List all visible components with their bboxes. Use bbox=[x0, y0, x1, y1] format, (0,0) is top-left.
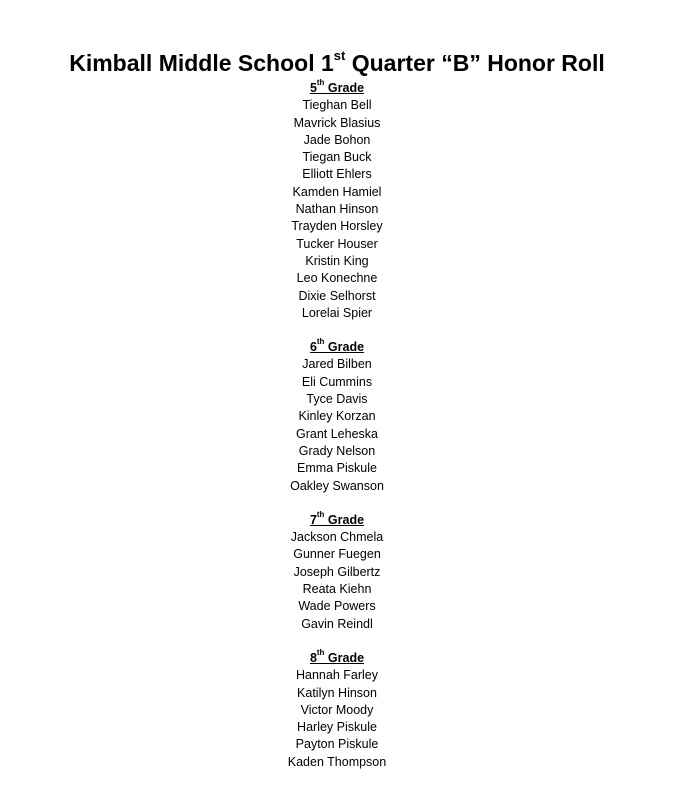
grade-number: 5 bbox=[309, 81, 317, 95]
student-name: Lorelai Spier bbox=[301, 305, 373, 320]
student-name: Kaden Thompson bbox=[287, 754, 387, 769]
grade-number: 6 bbox=[309, 340, 317, 355]
student-name: Dixie Selhorst bbox=[298, 288, 376, 303]
student-name: Katilyn Hinson bbox=[297, 685, 377, 700]
grade-heading bbox=[0, 339, 674, 356]
grade-ordinal-suffix: th bbox=[316, 647, 325, 657]
student-name: Joseph Gilbertz bbox=[293, 564, 381, 579]
grade-heading bbox=[0, 647, 674, 667]
grade-ordinal-suffix: th bbox=[316, 337, 325, 346]
student-name: Mavrick Blasius bbox=[293, 115, 381, 130]
student-name: Jade Bohon bbox=[303, 132, 371, 147]
student-name: Kristin King bbox=[305, 253, 369, 268]
student-list bbox=[0, 97, 674, 322]
student-list bbox=[0, 356, 674, 494]
student-name: Trayden Horsley bbox=[291, 219, 383, 234]
grade-number: 8 bbox=[309, 650, 317, 665]
grade-label: Grade bbox=[324, 512, 365, 527]
grade-heading bbox=[0, 77, 674, 97]
student-name: Kinley Korzan bbox=[298, 409, 376, 424]
student-name: Leo Konechne bbox=[296, 271, 378, 286]
grade-ordinal-suffix: th bbox=[316, 509, 325, 519]
grade-section-7 bbox=[0, 509, 674, 633]
student-name: Tieghan Bell bbox=[302, 98, 372, 113]
student-name: Hannah Farley bbox=[296, 668, 378, 683]
student-name: Wade Powers bbox=[298, 599, 376, 614]
page-title bbox=[0, 48, 674, 78]
grade-label: Grade bbox=[324, 81, 365, 95]
student-name: Grady Nelson bbox=[298, 443, 376, 458]
honor-roll-sections bbox=[0, 77, 674, 771]
title-superscript: st bbox=[333, 47, 346, 63]
student-name: Harley Piskule bbox=[297, 720, 377, 735]
grade-heading bbox=[0, 509, 674, 529]
student-name: Gunner Fuegen bbox=[293, 547, 381, 562]
grade-section-8 bbox=[0, 647, 674, 771]
student-name: Emma Piskule bbox=[297, 461, 377, 476]
student-name: Grant Leheska bbox=[296, 426, 378, 441]
grade-section-6 bbox=[0, 339, 674, 495]
student-name: Jared Bilben bbox=[302, 357, 372, 372]
student-name: Reata Kiehn bbox=[302, 582, 372, 597]
student-list bbox=[0, 667, 674, 771]
student-name: Gavin Reindl bbox=[301, 616, 373, 631]
student-name: Nathan Hinson bbox=[295, 202, 379, 217]
grade-label: Grade bbox=[324, 650, 365, 665]
title-text-part1: Kimball Middle School 1 bbox=[69, 50, 334, 77]
student-name: Tyce Davis bbox=[306, 392, 368, 407]
grade-label: Grade bbox=[324, 340, 365, 355]
grade-section-5 bbox=[0, 77, 674, 322]
grade-ordinal-suffix: th bbox=[316, 77, 325, 87]
student-list bbox=[0, 529, 674, 633]
student-name: Tiegan Buck bbox=[302, 150, 372, 165]
student-name: Eli Cummins bbox=[301, 374, 373, 389]
grade-number: 7 bbox=[309, 512, 317, 527]
student-name: Payton Piskule bbox=[295, 737, 379, 752]
student-name: Tucker Houser bbox=[296, 236, 378, 251]
student-name: Kamden Hamiel bbox=[292, 184, 382, 199]
title-text-part2: Quarter “B” Honor Roll bbox=[345, 50, 605, 77]
student-name: Oakley Swanson bbox=[290, 478, 384, 493]
student-name: Victor Moody bbox=[300, 702, 374, 717]
student-name: Elliott Ehlers bbox=[302, 167, 372, 182]
student-name: Jackson Chmela bbox=[290, 530, 384, 545]
